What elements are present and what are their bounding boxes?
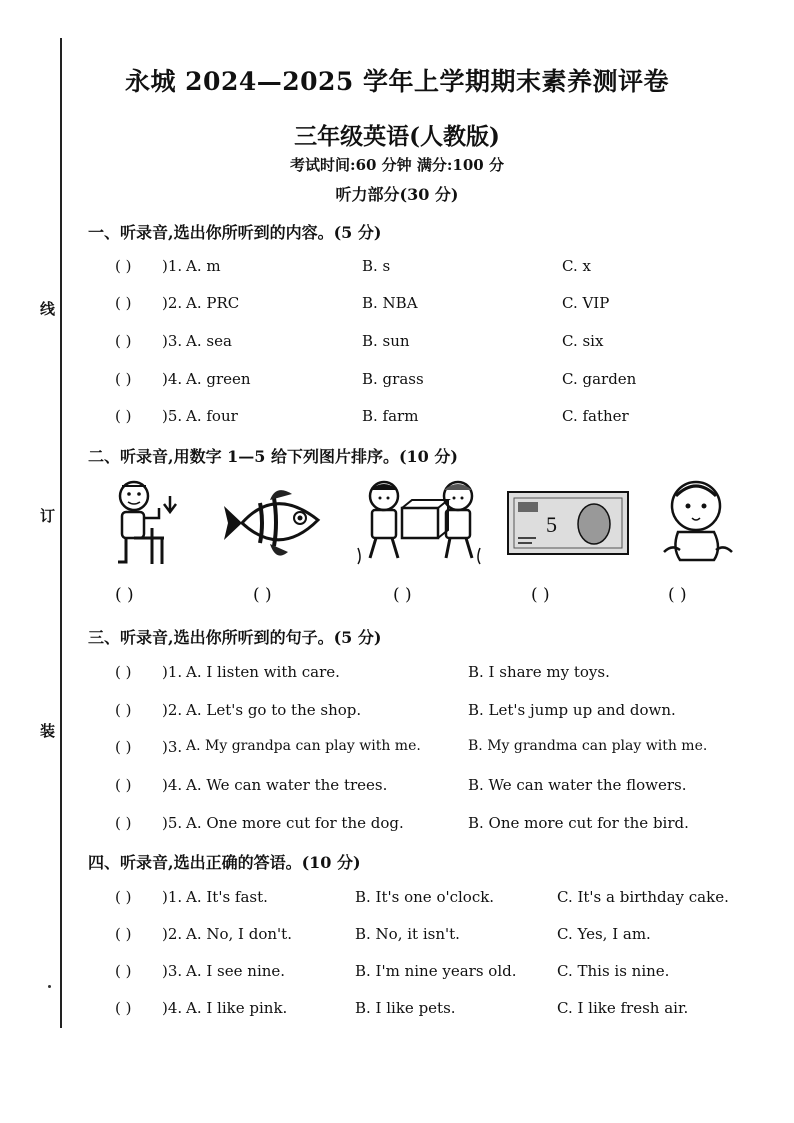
question-number: )4. <box>162 999 183 1017</box>
option-c: C. garden <box>562 370 637 388</box>
option-a: A. I like pink. <box>186 999 288 1017</box>
option-b: B. We can water the flowers. <box>468 776 687 794</box>
answer-blank[interactable]: ( ) <box>115 332 132 350</box>
answer-blank[interactable]: ( ) <box>115 701 132 719</box>
option-a: A. I listen with care. <box>186 663 340 681</box>
section1-question-1 <box>0 257 794 279</box>
option-a: A. green <box>186 370 251 388</box>
option-b: B. I like pets. <box>355 999 456 1017</box>
option-a: A. One more cut for the dog. <box>186 814 404 832</box>
question-number: )5. <box>162 814 183 832</box>
option-a: A. I see nine. <box>186 962 286 980</box>
option-a: A. It's fast. <box>186 888 268 906</box>
option-c: C. It's a birthday cake. <box>557 888 729 906</box>
section4-title: 四、听录音,选出正确的答语。(10 分) <box>88 853 361 872</box>
answer-blank[interactable]: ( ) <box>115 663 132 681</box>
binding-char-ding: 订 <box>40 507 56 525</box>
option-a: A. m <box>186 257 221 275</box>
option-c: C. father <box>562 407 629 425</box>
option-c: C. I like fresh air. <box>557 999 689 1017</box>
question-number: )3. <box>162 332 183 350</box>
answer-blank[interactable]: ( ) <box>115 925 132 943</box>
answer-blank[interactable]: ( ) <box>115 814 132 832</box>
question-number: )1. <box>162 257 183 275</box>
section1-question-2 <box>0 294 794 316</box>
question-number: )5. <box>162 407 183 425</box>
section2-title: 二、听录音,用数字 1—5 给下列图片排序。(10 分) <box>88 447 458 466</box>
banknote-picture <box>506 478 630 568</box>
question-number: )3. <box>162 962 183 980</box>
option-a: A. No, I don't. <box>186 925 292 943</box>
answer-blank[interactable]: ( ) <box>115 888 132 906</box>
answer-blank[interactable]: ( ) <box>115 370 132 388</box>
picture-order-blank-1[interactable]: ( ) <box>115 585 134 605</box>
question-number: )2. <box>162 701 183 719</box>
option-c: C. six <box>562 332 604 350</box>
section4-question-3 <box>0 962 794 984</box>
section1-title: 一、听录音,选出你所听到的内容。(5 分) <box>88 223 382 242</box>
page-subtitle: 三年级英语(人教版) <box>294 123 500 150</box>
banknote-digit: 5 <box>546 512 557 537</box>
exam-info: 考试时间:60 分钟 满分:100 分 <box>290 156 504 174</box>
option-b: B. I share my toys. <box>468 663 610 681</box>
question-number: )4. <box>162 370 183 388</box>
question-number: )2. <box>162 294 183 312</box>
picture-order-blank-5[interactable]: ( ) <box>668 585 687 605</box>
section3-question-5 <box>0 814 794 836</box>
option-c: C. x <box>562 257 591 275</box>
option-a: A. four <box>186 407 238 425</box>
answer-blank[interactable]: ( ) <box>115 776 132 794</box>
section3-question-1 <box>0 663 794 685</box>
answer-blank[interactable]: ( ) <box>115 294 132 312</box>
section1-question-3 <box>0 332 794 354</box>
section3-question-4 <box>0 776 794 798</box>
binding-dot <box>48 985 51 988</box>
section4-question-2 <box>0 925 794 947</box>
section4-question-1 <box>0 888 794 910</box>
option-b: B. I'm nine years old. <box>355 962 517 980</box>
option-a: A. We can water the trees. <box>186 776 388 794</box>
section1-question-4 <box>0 370 794 392</box>
binding-char-xian: 线 <box>40 300 56 318</box>
binding-char-zhuang: 装 <box>40 722 56 740</box>
question-number: )4. <box>162 776 183 794</box>
boy-sitting-picture <box>104 478 184 568</box>
option-c: C. VIP <box>562 294 610 312</box>
option-c: C. This is nine. <box>557 962 670 980</box>
listening-part-heading: 听力部分(30 分) <box>335 185 459 204</box>
section3-question-2 <box>0 701 794 723</box>
option-b: B. My grandma can play with me. <box>468 738 708 754</box>
section3-title: 三、听录音,选出你所听到的句子。(5 分) <box>88 628 382 647</box>
question-number: )1. <box>162 888 183 906</box>
answer-blank[interactable]: ( ) <box>115 999 132 1017</box>
option-b: B. It's one o'clock. <box>355 888 495 906</box>
option-b: B. No, it isn't. <box>355 925 460 943</box>
picture-order-blank-2[interactable]: ( ) <box>253 585 272 605</box>
section1-question-5 <box>0 407 794 429</box>
page-title: 永城 2024—2025 学年上学期期末素养测评卷 <box>124 67 670 96</box>
option-b: B. NBA <box>362 294 418 312</box>
baby-picture <box>660 478 736 568</box>
option-b: B. s <box>362 257 391 275</box>
option-a: A. My grandpa can play with me. <box>186 738 421 754</box>
option-b: B. grass <box>362 370 424 388</box>
picture-order-blank-3[interactable]: ( ) <box>393 585 412 605</box>
option-c: C. Yes, I am. <box>557 925 651 943</box>
question-number: )2. <box>162 925 183 943</box>
answer-blank[interactable]: ( ) <box>115 738 132 756</box>
option-a: A. sea <box>186 332 232 350</box>
fish-picture <box>220 478 332 568</box>
question-number: )1. <box>162 663 183 681</box>
question-number: )3. <box>162 738 183 756</box>
picture-order-blank-4[interactable]: ( ) <box>531 585 550 605</box>
option-b: B. One more cut for the bird. <box>468 814 689 832</box>
section3-question-3 <box>0 738 794 760</box>
option-a: A. Let's go to the shop. <box>186 701 362 719</box>
answer-blank[interactable]: ( ) <box>115 407 132 425</box>
section4-question-4 <box>0 999 794 1021</box>
option-a: A. PRC <box>186 294 240 312</box>
option-b: B. farm <box>362 407 419 425</box>
option-b: B. Let's jump up and down. <box>468 701 676 719</box>
answer-blank[interactable]: ( ) <box>115 257 132 275</box>
answer-blank[interactable]: ( ) <box>115 962 132 980</box>
option-b: B. sun <box>362 332 410 350</box>
boys-carrying-box-picture <box>356 478 486 568</box>
